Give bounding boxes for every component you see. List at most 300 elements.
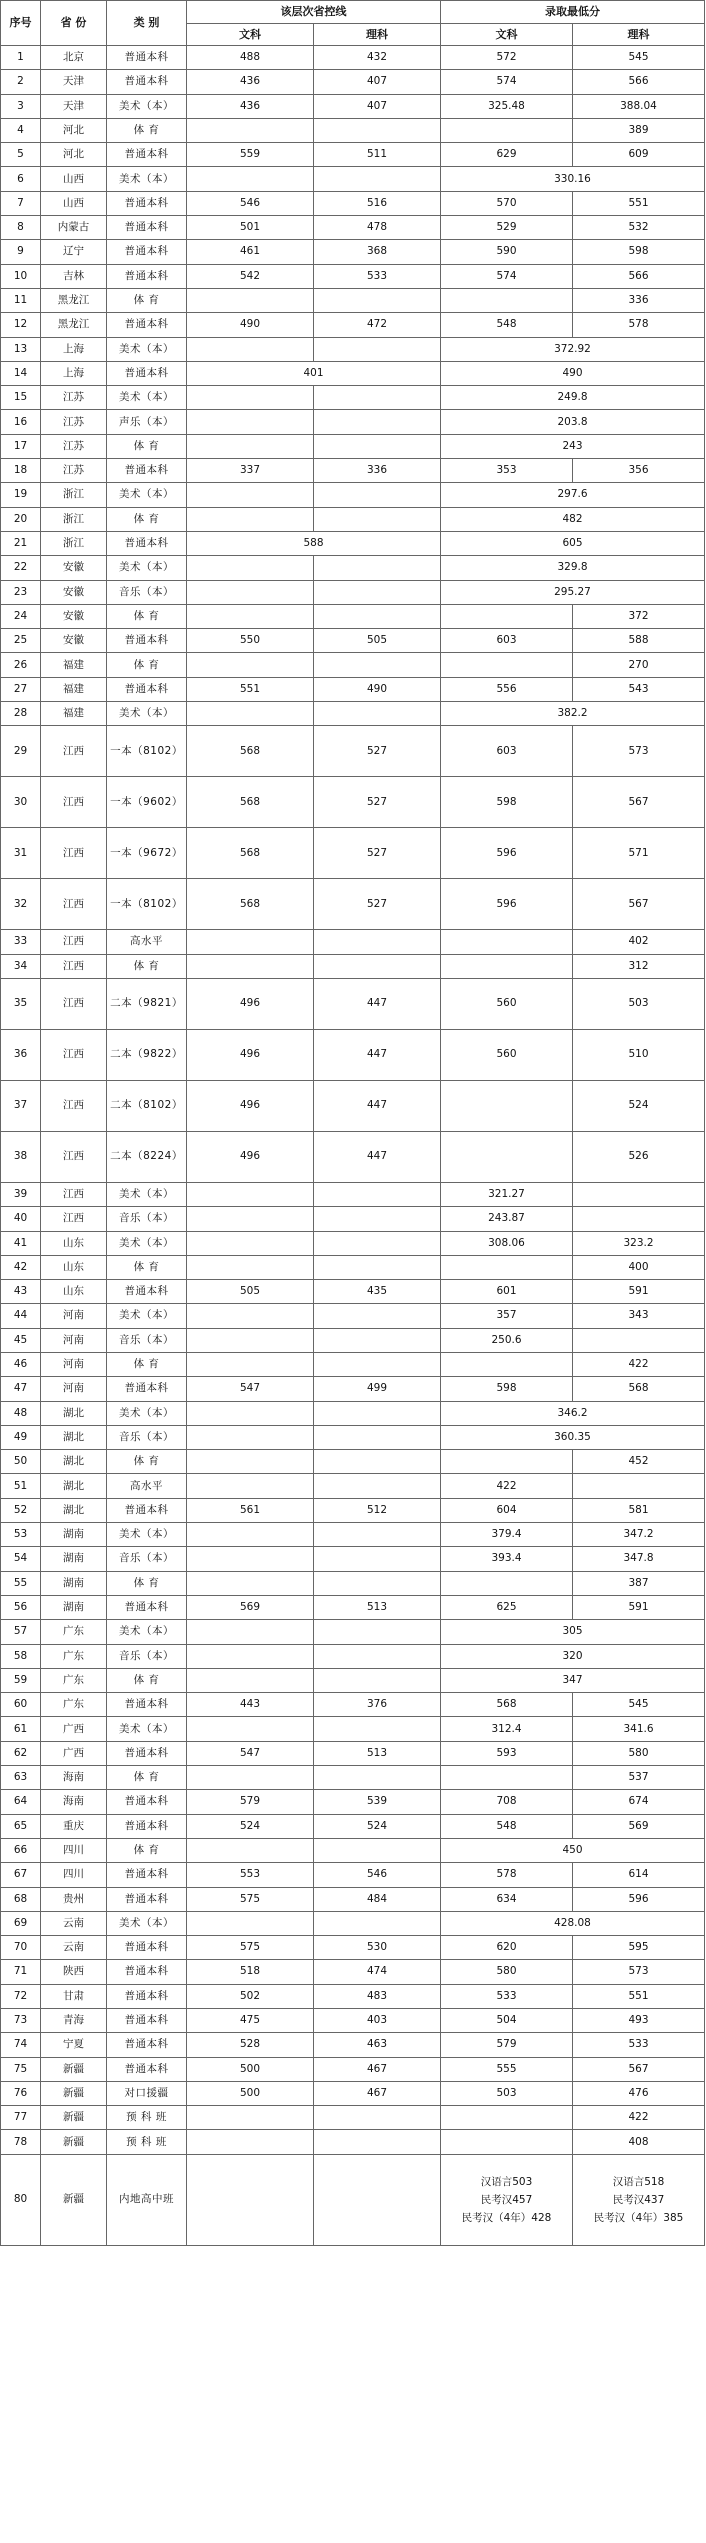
row-control-wen: 496 (187, 978, 314, 1029)
row-control-li (314, 1352, 441, 1376)
row-control-li (314, 1838, 441, 1862)
row-province: 福建 (41, 653, 107, 677)
row-control-li (314, 1425, 441, 1449)
row-admission-li: 387 (573, 1571, 705, 1595)
row-province: 甘肃 (41, 1984, 107, 2008)
row-admission-wen: 325.48 (441, 94, 573, 118)
row-province: 黑龙江 (41, 313, 107, 337)
row-control-li (314, 1523, 441, 1547)
row-province: 广东 (41, 1668, 107, 1692)
row-admission-wen: 555 (441, 2057, 573, 2081)
row-control-li: 539 (314, 1790, 441, 1814)
row-control-li: 407 (314, 94, 441, 118)
table-row (1, 1425, 705, 1449)
row-admission-merged: 305 (441, 1620, 705, 1644)
row-seq: 43 (1, 1280, 41, 1304)
row-seq: 66 (1, 1838, 41, 1862)
table-row (1, 1790, 705, 1814)
row-province: 江西 (41, 1182, 107, 1206)
row-category: 美术（本） (107, 1717, 187, 1741)
table-row (1, 1207, 705, 1231)
row-admission-wen: 580 (441, 1960, 573, 1984)
row-admission-li: 422 (573, 2106, 705, 2130)
row-category: 对口援疆 (107, 2081, 187, 2105)
row-seq: 17 (1, 434, 41, 458)
row-seq: 31 (1, 828, 41, 879)
row-admission-wen: 598 (441, 777, 573, 828)
row-province: 河北 (41, 143, 107, 167)
row-admission-wen (441, 1131, 573, 1182)
row-category: 二本（8102） (107, 1080, 187, 1131)
row-admission-li: 336 (573, 288, 705, 312)
row-control-wen: 568 (187, 879, 314, 930)
row-admission-li: 591 (573, 1595, 705, 1619)
row-admission-wen: 548 (441, 313, 573, 337)
row-province: 江西 (41, 978, 107, 1029)
table-row (1, 2154, 705, 2245)
table-row (1, 2130, 705, 2154)
table-row (1, 410, 705, 434)
table-row (1, 954, 705, 978)
row-seq: 12 (1, 313, 41, 337)
row-admission-wen: 598 (441, 1377, 573, 1401)
row-admission-li: 400 (573, 1255, 705, 1279)
row-admission-wen: 574 (441, 70, 573, 94)
row-category: 普通本科 (107, 1887, 187, 1911)
row-seq: 20 (1, 507, 41, 531)
row-control-wen: 443 (187, 1693, 314, 1717)
admission-line: 汉语言518 (612, 2175, 665, 2188)
row-control-wen (187, 954, 314, 978)
table-row (1, 777, 705, 828)
row-admission-wen: 634 (441, 1887, 573, 1911)
table-row (1, 1498, 705, 1522)
row-province: 内蒙古 (41, 216, 107, 240)
row-control-wen (187, 930, 314, 954)
table-row (1, 1304, 705, 1328)
table-row (1, 216, 705, 240)
row-category: 体 育 (107, 1352, 187, 1376)
row-category: 普通本科 (107, 191, 187, 215)
row-admission-li: 388.04 (573, 94, 705, 118)
row-province: 辽宁 (41, 240, 107, 264)
row-control-li: 513 (314, 1595, 441, 1619)
row-admission-wen: 504 (441, 2009, 573, 2033)
row-category: 美术（本） (107, 1620, 187, 1644)
table-row (1, 1474, 705, 1498)
row-seq: 37 (1, 1080, 41, 1131)
row-admission-wen: 422 (441, 1474, 573, 1498)
row-admission-li: 389 (573, 118, 705, 142)
row-category: 预 科 班 (107, 2106, 187, 2130)
row-admission-wen: 578 (441, 1863, 573, 1887)
row-province: 安徽 (41, 629, 107, 653)
row-control-li (314, 288, 441, 312)
row-control-wen: 496 (187, 1029, 314, 1080)
row-admission-li (573, 1328, 705, 1352)
row-category: 普通本科 (107, 1595, 187, 1619)
row-admission-merged: 347 (441, 1668, 705, 1692)
row-control-wen (187, 1766, 314, 1790)
row-seq: 35 (1, 978, 41, 1029)
table-row (1, 1668, 705, 1692)
row-control-wen (187, 556, 314, 580)
row-admission-li: 452 (573, 1450, 705, 1474)
row-seq: 6 (1, 167, 41, 191)
row-category: 高水平 (107, 930, 187, 954)
row-seq: 19 (1, 483, 41, 507)
row-province: 山东 (41, 1231, 107, 1255)
row-control-li: 463 (314, 2033, 441, 2057)
table-row (1, 978, 705, 1029)
row-admission-wen: 308.06 (441, 1231, 573, 1255)
row-admission-li: 598 (573, 240, 705, 264)
row-category: 普通本科 (107, 677, 187, 701)
row-seq: 72 (1, 1984, 41, 2008)
row-category: 美术（本） (107, 483, 187, 507)
row-seq: 8 (1, 216, 41, 240)
row-province: 江苏 (41, 434, 107, 458)
admission-line: 民考汉（4年）385 (593, 2211, 684, 2224)
table-row (1, 1984, 705, 2008)
row-control-li (314, 118, 441, 142)
row-control-li (314, 2154, 441, 2245)
row-admission-li: 596 (573, 1887, 705, 1911)
row-admission-wen (441, 1766, 573, 1790)
row-admission-li: 372 (573, 604, 705, 628)
table-row (1, 1693, 705, 1717)
row-category: 音乐（本） (107, 1328, 187, 1352)
row-seq: 28 (1, 702, 41, 726)
row-control-wen (187, 702, 314, 726)
row-category: 美术（本） (107, 167, 187, 191)
row-seq: 50 (1, 1450, 41, 1474)
row-control-li: 435 (314, 1280, 441, 1304)
row-control-wen (187, 337, 314, 361)
row-category: 体 育 (107, 954, 187, 978)
row-province: 安徽 (41, 556, 107, 580)
row-admission-wen: 593 (441, 1741, 573, 1765)
row-category: 体 育 (107, 434, 187, 458)
row-category: 一本（9672） (107, 828, 187, 879)
row-province: 四川 (41, 1838, 107, 1862)
row-control-wen: 561 (187, 1498, 314, 1522)
row-control-li: 512 (314, 1498, 441, 1522)
row-seq: 53 (1, 1523, 41, 1547)
row-province: 陕西 (41, 1960, 107, 1984)
table-row (1, 459, 705, 483)
row-admission-li: 566 (573, 264, 705, 288)
row-control-li: 527 (314, 879, 441, 930)
row-admission-li: 545 (573, 46, 705, 70)
row-province: 浙江 (41, 483, 107, 507)
table-row (1, 191, 705, 215)
table-row (1, 143, 705, 167)
row-admission-wen (441, 1450, 573, 1474)
row-province: 湖北 (41, 1450, 107, 1474)
row-category: 美术（本） (107, 1523, 187, 1547)
row-admission-li (573, 1182, 705, 1206)
row-control-li: 336 (314, 459, 441, 483)
row-category: 体 育 (107, 604, 187, 628)
row-control-li: 447 (314, 1029, 441, 1080)
row-seq: 57 (1, 1620, 41, 1644)
row-control-wen: 461 (187, 240, 314, 264)
row-control-li (314, 386, 441, 410)
row-province: 安徽 (41, 604, 107, 628)
table-row (1, 1741, 705, 1765)
row-control-wen: 547 (187, 1741, 314, 1765)
row-category: 体 育 (107, 653, 187, 677)
row-control-wen (187, 604, 314, 628)
row-category: 普通本科 (107, 1741, 187, 1765)
row-control-wen: 553 (187, 1863, 314, 1887)
row-control-li (314, 580, 441, 604)
table-row (1, 118, 705, 142)
row-category: 美术（本） (107, 337, 187, 361)
table-row (1, 1080, 705, 1131)
row-control-li: 447 (314, 1080, 441, 1131)
row-control-li: 505 (314, 629, 441, 653)
row-admission-merged: 382.2 (441, 702, 705, 726)
row-admission-merged: 295.27 (441, 580, 705, 604)
row-control-li: 478 (314, 216, 441, 240)
row-province: 河南 (41, 1328, 107, 1352)
table-row (1, 1231, 705, 1255)
row-admission-li: 674 (573, 1790, 705, 1814)
admission-line: 汉语言503 (480, 2175, 533, 2188)
row-admission-wen: 574 (441, 264, 573, 288)
row-province: 江苏 (41, 386, 107, 410)
table-row (1, 1280, 705, 1304)
row-seq: 11 (1, 288, 41, 312)
row-admission-li: 551 (573, 1984, 705, 2008)
row-category: 普通本科 (107, 216, 187, 240)
row-province: 天津 (41, 70, 107, 94)
row-seq: 70 (1, 1936, 41, 1960)
row-control-li (314, 1450, 441, 1474)
row-province: 江西 (41, 1207, 107, 1231)
row-admission-li (573, 2154, 705, 2245)
row-category: 美术（本） (107, 386, 187, 410)
row-seq: 32 (1, 879, 41, 930)
row-admission-merged: 605 (441, 531, 705, 555)
row-province: 江西 (41, 777, 107, 828)
row-control-wen (187, 1401, 314, 1425)
row-control-li: 527 (314, 726, 441, 777)
row-control-wen (187, 1450, 314, 1474)
table-row (1, 1960, 705, 1984)
row-admission-merged: 372.92 (441, 337, 705, 361)
row-control-wen: 568 (187, 828, 314, 879)
table-row (1, 1377, 705, 1401)
row-admission-wen: 601 (441, 1280, 573, 1304)
row-control-wen (187, 507, 314, 531)
row-admission-wen (441, 930, 573, 954)
row-control-wen: 551 (187, 677, 314, 701)
row-seq: 51 (1, 1474, 41, 1498)
table-row (1, 1887, 705, 1911)
row-admission-li: 588 (573, 629, 705, 653)
table-row (1, 2033, 705, 2057)
row-control-wen (187, 653, 314, 677)
row-admission-wen: 629 (441, 143, 573, 167)
row-category: 普通本科 (107, 70, 187, 94)
row-seq: 30 (1, 777, 41, 828)
row-admission-li: 545 (573, 1693, 705, 1717)
row-category: 普通本科 (107, 1377, 187, 1401)
table-row (1, 240, 705, 264)
table-row (1, 434, 705, 458)
row-admission-li: 323.2 (573, 1231, 705, 1255)
row-control-wen: 488 (187, 46, 314, 70)
row-admission-li: 510 (573, 1029, 705, 1080)
row-seq: 13 (1, 337, 41, 361)
row-control-wen: 500 (187, 2057, 314, 2081)
table-row (1, 702, 705, 726)
row-category: 体 育 (107, 1571, 187, 1595)
row-seq: 64 (1, 1790, 41, 1814)
row-category: 体 育 (107, 507, 187, 531)
row-category: 普通本科 (107, 1280, 187, 1304)
row-control-wen: 496 (187, 1080, 314, 1131)
row-control-li: 447 (314, 978, 441, 1029)
row-control-li (314, 930, 441, 954)
row-province: 福建 (41, 677, 107, 701)
row-province: 山西 (41, 191, 107, 215)
row-control-li: 546 (314, 1863, 441, 1887)
row-admission-wen: 556 (441, 677, 573, 701)
row-category: 预 科 班 (107, 2130, 187, 2154)
admission-line: 民考汉437 (612, 2193, 665, 2206)
header-admission-li: 理科 (573, 24, 705, 46)
row-admission-wen (441, 1571, 573, 1595)
row-control-li: 472 (314, 313, 441, 337)
table-row (1, 930, 705, 954)
row-control-wen (187, 483, 314, 507)
table-row (1, 604, 705, 628)
row-seq: 4 (1, 118, 41, 142)
row-control-li (314, 434, 441, 458)
row-control-li: 527 (314, 828, 441, 879)
row-seq: 52 (1, 1498, 41, 1522)
row-category: 普通本科 (107, 313, 187, 337)
row-category: 声乐（本） (107, 410, 187, 434)
row-control-li (314, 1644, 441, 1668)
table-row (1, 313, 705, 337)
row-control-li: 376 (314, 1693, 441, 1717)
row-control-wen (187, 2154, 314, 2245)
row-control-li: 483 (314, 1984, 441, 2008)
row-control-li: 403 (314, 2009, 441, 2033)
row-province: 云南 (41, 1936, 107, 1960)
row-control-li: 513 (314, 1741, 441, 1765)
table-row (1, 1182, 705, 1206)
row-control-li (314, 410, 441, 434)
row-admission-wen: 243.87 (441, 1207, 573, 1231)
row-province: 江苏 (41, 410, 107, 434)
row-province: 山东 (41, 1255, 107, 1279)
table-row (1, 1523, 705, 1547)
row-category: 一本（9602） (107, 777, 187, 828)
row-control-wen: 490 (187, 313, 314, 337)
row-province: 湖北 (41, 1498, 107, 1522)
row-province: 重庆 (41, 1814, 107, 1838)
row-province: 湖北 (41, 1401, 107, 1425)
row-category: 普通本科 (107, 629, 187, 653)
row-seq: 73 (1, 2009, 41, 2033)
row-category: 普通本科 (107, 459, 187, 483)
row-admission-wen (441, 1080, 573, 1131)
row-seq: 58 (1, 1644, 41, 1668)
table-row (1, 653, 705, 677)
header-control-li: 理科 (314, 24, 441, 46)
row-province: 新疆 (41, 2081, 107, 2105)
row-control-li: 484 (314, 1887, 441, 1911)
table-row (1, 1644, 705, 1668)
row-control-li: 516 (314, 191, 441, 215)
row-control-li (314, 702, 441, 726)
row-admission-wen: 312.4 (441, 1717, 573, 1741)
row-control-li (314, 483, 441, 507)
row-admission-wen: 590 (441, 240, 573, 264)
row-province: 湖南 (41, 1595, 107, 1619)
row-seq: 49 (1, 1425, 41, 1449)
row-admission-wen: 604 (441, 1498, 573, 1522)
row-category: 普通本科 (107, 1863, 187, 1887)
row-admission-merged: 360.35 (441, 1425, 705, 1449)
row-province: 广东 (41, 1644, 107, 1668)
row-admission-wen: 579 (441, 2033, 573, 2057)
row-control-li (314, 167, 441, 191)
row-control-wen (187, 386, 314, 410)
row-category: 美术（本） (107, 94, 187, 118)
table-row (1, 1328, 705, 1352)
row-category: 普通本科 (107, 264, 187, 288)
row-admission-li: 609 (573, 143, 705, 167)
row-category: 美术（本） (107, 1911, 187, 1935)
row-control-wen: 436 (187, 70, 314, 94)
row-province: 新疆 (41, 2057, 107, 2081)
row-category: 普通本科 (107, 531, 187, 555)
row-control-wen: 475 (187, 2009, 314, 2033)
row-admission-wen (441, 118, 573, 142)
row-province: 广东 (41, 1693, 107, 1717)
row-admission-merged: 490 (441, 361, 705, 385)
row-seq: 25 (1, 629, 41, 653)
table-row (1, 386, 705, 410)
row-control-wen (187, 1911, 314, 1935)
row-province: 广西 (41, 1741, 107, 1765)
row-province: 河北 (41, 118, 107, 142)
row-category: 普通本科 (107, 1814, 187, 1838)
row-control-li (314, 1911, 441, 1935)
row-province: 青海 (41, 2009, 107, 2033)
row-province: 安徽 (41, 580, 107, 604)
row-province: 湖南 (41, 1547, 107, 1571)
table-row (1, 1255, 705, 1279)
row-control-wen (187, 434, 314, 458)
table-row (1, 1401, 705, 1425)
row-category: 普通本科 (107, 2057, 187, 2081)
row-seq: 63 (1, 1766, 41, 1790)
table-row (1, 2081, 705, 2105)
row-seq: 80 (1, 2154, 41, 2245)
row-admission-merged: 482 (441, 507, 705, 531)
row-seq: 21 (1, 531, 41, 555)
row-category: 一本（8102） (107, 879, 187, 930)
row-control-li (314, 1547, 441, 1571)
